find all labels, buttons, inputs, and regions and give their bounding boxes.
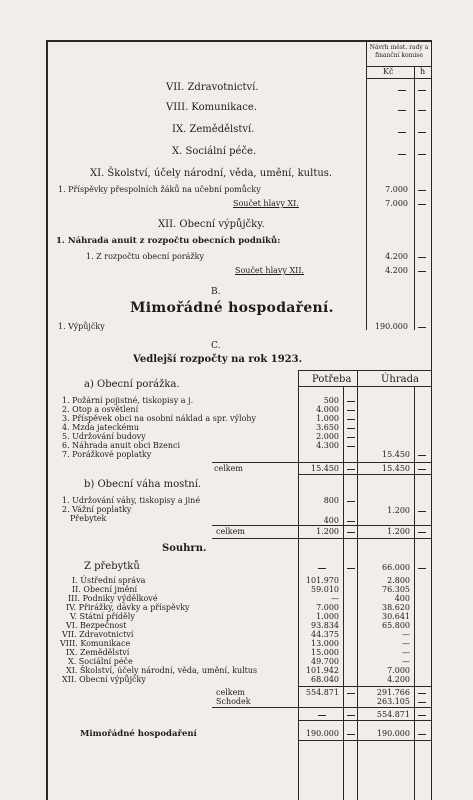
summary-row-cover: 2.800 <box>387 576 410 585</box>
summary-row-cover: 38.620 <box>382 603 410 612</box>
dash <box>418 715 426 716</box>
summary-row-label: XI. Školství, účely národní, věda, umění, kultus <box>66 666 258 675</box>
a-row-label: 7. Porážkové poplatky <box>62 450 152 459</box>
a-row-label: 3. Příspěvek obci na osobní náklad a spr. výlohy <box>62 414 257 423</box>
dash <box>418 154 426 155</box>
final-rule <box>298 720 431 721</box>
dash <box>418 511 426 512</box>
summary-row-label: V. Státní příděly <box>70 612 135 621</box>
header-h-rule <box>414 66 415 330</box>
dash <box>418 190 426 191</box>
extra-cover: 190.000 <box>376 729 410 738</box>
xii-item-1: 1. Náhrada anuit z rozpočtu obecních podniků: <box>56 236 281 246</box>
section-viii: VIII. Komunikace. <box>166 102 257 113</box>
a-row-cover: 15.450 <box>382 450 410 459</box>
section-a-title: a) Obecní porážka. <box>84 379 180 390</box>
table-c-top-rule <box>298 370 431 371</box>
dash <box>398 110 406 111</box>
dash <box>347 568 355 569</box>
a-row-need: 500 <box>323 396 339 405</box>
summary-row-label: VII. Zdravotnictví <box>62 630 134 639</box>
summary-row-need: 101.942 <box>305 666 339 675</box>
summary-row-need: 68.040 <box>311 675 339 684</box>
a-row-label: 2. Otop a osvětlení <box>62 405 139 414</box>
xii-item-1-sub-value: 4.200 <box>385 252 408 261</box>
b-row-need: 800 <box>323 496 339 505</box>
dash <box>347 428 355 429</box>
a-total-need: 15.450 <box>311 464 339 473</box>
b-row-cover: 1.200 <box>387 506 410 515</box>
dash <box>418 327 426 328</box>
final-cover: 554.871 <box>376 710 410 719</box>
dash <box>418 110 426 111</box>
summary-row-cover: — <box>402 630 410 639</box>
b-row-label: 2. Vážní poplatky <box>62 505 132 514</box>
dash <box>347 521 355 522</box>
b-total-label: celkem <box>216 527 245 536</box>
a-row-need: 4.300 <box>316 441 339 450</box>
summary-row-cover: 400 <box>394 594 410 603</box>
summary-row-need: 59.010 <box>311 585 339 594</box>
top-rule <box>46 40 432 42</box>
summary-title: Souhrn. <box>162 543 207 554</box>
col-need-h-rule <box>343 386 344 800</box>
a-total-bottom-rule <box>298 474 431 475</box>
summary-row-cover: — <box>402 648 410 657</box>
summary-row-label: IX. Zemědělství <box>66 648 130 657</box>
summary-row-need: 93.834 <box>311 621 339 630</box>
dash <box>347 437 355 438</box>
summary-row-label: X. Sociální péče <box>68 657 133 666</box>
extra-need: 190.000 <box>305 729 339 738</box>
dash <box>347 469 355 470</box>
xii-sum-label: Součet hlavy XII. <box>235 266 305 275</box>
a-total-label: celkem <box>214 464 243 473</box>
summary-row-label: III. Podniky výdělkové <box>68 594 158 603</box>
surplus-label: Z přebytků <box>84 561 140 572</box>
col-need-header: Potřeba <box>312 374 352 385</box>
unit-h: h <box>420 67 426 76</box>
summary-row-need: 13.000 <box>311 639 339 648</box>
header-unit-rule <box>366 78 431 79</box>
dash <box>418 568 426 569</box>
summary-total-need: 554.871 <box>305 688 339 697</box>
part-b-item: 1. Výpůjčky <box>58 322 105 331</box>
xi-item-1-value: 7.000 <box>385 185 408 194</box>
a-total-rule <box>212 462 431 463</box>
unit-kc: Kč <box>383 67 394 76</box>
a-row-need: 3.650 <box>316 423 339 432</box>
dash <box>347 693 355 694</box>
summary-row-need: 7.000 <box>316 603 339 612</box>
dash <box>418 90 426 91</box>
summary-row-label: I. Ústřední správa <box>72 576 146 585</box>
dash <box>418 734 426 735</box>
summary-row-label: VI. Bezpečnost <box>66 621 127 630</box>
dash <box>398 154 406 155</box>
header-col-title: Návrh měst. rady a finanční komise <box>369 44 429 59</box>
b-row-label: Přebytek <box>70 514 107 523</box>
part-b-item-value: 190.000 <box>374 322 408 331</box>
summary-total-rule <box>298 686 431 687</box>
xi-item-1: 1. Příspěvky přespolních žáků na učební pomůcky <box>58 185 261 194</box>
dash <box>318 715 326 716</box>
a-row-label: 4. Mzda jateckému <box>62 423 140 432</box>
dash <box>418 693 426 694</box>
a-row-need: 4.000 <box>316 405 339 414</box>
dash <box>418 204 426 205</box>
section-vii: VII. Zdravotnictví. <box>166 82 259 93</box>
summary-total-cover: 291.766 <box>376 688 410 697</box>
deficit-rule <box>212 707 431 708</box>
summary-row-cover: 65.800 <box>382 621 410 630</box>
summary-row-label: IV. Přirážky, dávky a příspěvky <box>66 603 190 612</box>
xii-item-1-sub: 1. Z rozpočtu obecní porážky <box>86 252 204 261</box>
dash <box>418 271 426 272</box>
dash <box>418 455 426 456</box>
part-b-title: Mimořádné hospodaření. <box>130 300 334 316</box>
xi-sum-label: Součet hlavy XI. <box>233 199 299 208</box>
a-total-cover: 15.450 <box>382 464 410 473</box>
summary-row-cover: 30.641 <box>382 612 410 621</box>
b-total-cover: 1.200 <box>387 527 410 536</box>
summary-row-label: VIII. Komunikace <box>60 639 131 648</box>
dash <box>318 568 326 569</box>
dash <box>418 132 426 133</box>
deficit-label: Schodek <box>216 697 251 706</box>
part-c-title: Vedlejší rozpočty na rok 1923. <box>133 354 303 365</box>
section-xi: XI. Školství, účely národní, věda, umění, kultus. <box>90 168 333 179</box>
summary-row-need: 15.000 <box>311 648 339 657</box>
b-row-label: 1. Udržování váhy, tiskopisy a jiné <box>62 496 201 505</box>
part-c-letter: C. <box>211 341 221 351</box>
col-cover-h-rule <box>414 386 415 800</box>
xi-sum-value: 7.000 <box>385 199 408 208</box>
b-total-need: 1.200 <box>316 527 339 536</box>
dash <box>347 715 355 716</box>
xii-sum-value: 4.200 <box>385 266 408 275</box>
b-row-need: 400 <box>323 516 339 525</box>
a-row-need: 1.000 <box>316 414 339 423</box>
dash <box>347 419 355 420</box>
b-total-rule <box>212 525 431 526</box>
summary-row-cover: — <box>402 639 410 648</box>
section-b-title: b) Obecní váha mostní. <box>84 479 202 490</box>
summary-row-label: II. Obecní jmění <box>72 585 138 594</box>
dash <box>347 446 355 447</box>
summary-row-label: XII. Obecní výpůjčky <box>62 675 146 684</box>
dash <box>418 702 426 703</box>
a-row-label: 1. Požární pojistné, tiskopisy a j. <box>62 396 194 405</box>
dash <box>398 132 406 133</box>
summary-row-need: — <box>331 594 339 603</box>
summary-row-cover: 76.305 <box>382 585 410 594</box>
left-rule <box>46 40 48 800</box>
summary-row-need: 44.375 <box>311 630 339 639</box>
dash <box>347 401 355 402</box>
summary-row-cover: — <box>402 657 410 666</box>
deficit-cover: 263.105 <box>376 697 410 706</box>
summary-total-label: celkem <box>216 688 245 697</box>
dash <box>347 532 355 533</box>
col-cover-header: Úhrada <box>381 374 419 385</box>
table-c-header-rule <box>298 386 431 387</box>
summary-row-need: 49.700 <box>311 657 339 666</box>
surplus-cover: 66.000 <box>382 563 410 572</box>
extra-label: Mimořádné hospodaření <box>80 729 197 739</box>
dash <box>398 90 406 91</box>
section-x: X. Sociální péče. <box>172 146 257 157</box>
dash <box>418 469 426 470</box>
dash <box>418 532 426 533</box>
a-row-label: 5. Udržování budovy <box>62 432 146 441</box>
a-row-need: 2.000 <box>316 432 339 441</box>
section-xii: XII. Obecní výpůjčky. <box>158 219 265 230</box>
a-row-label: 6. Náhrada anuit obci Bzenci <box>62 441 181 450</box>
extra-rule <box>298 740 431 741</box>
section-ix: IX. Zemědělství. <box>172 124 255 135</box>
dash <box>347 410 355 411</box>
summary-row-need: 101.970 <box>305 576 339 585</box>
dash <box>347 734 355 735</box>
summary-row-need: 1.000 <box>316 612 339 621</box>
part-b-letter: B. <box>211 287 221 297</box>
summary-row-cover: 7.000 <box>387 666 410 675</box>
right-rule <box>431 40 432 800</box>
summary-row-cover: 4.200 <box>387 675 410 684</box>
b-total-bottom-rule <box>212 538 431 539</box>
dash <box>347 501 355 502</box>
dash <box>418 257 426 258</box>
